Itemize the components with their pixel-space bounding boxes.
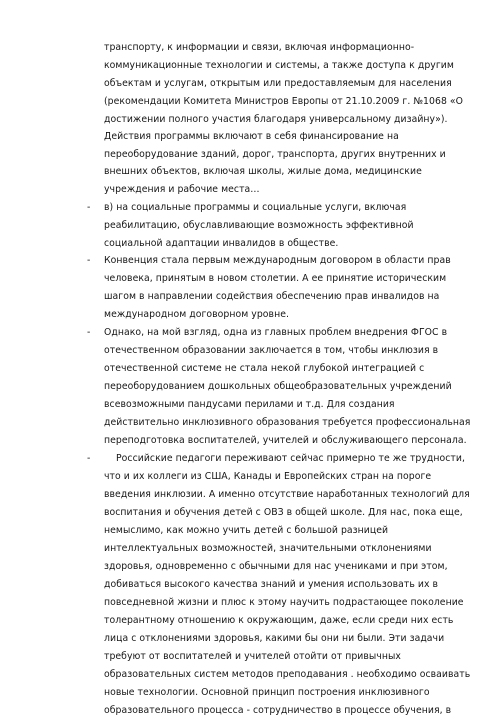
text-line: шагом в направлении содействия обеспечению прав инвалидов на — [104, 291, 440, 302]
text-line: повседневной жизни и плюс к этому научить подрастающее поколение — [104, 597, 464, 608]
text-line: международном договорном уровне. — [104, 309, 289, 320]
text-line: переоборудование зданий, дорог, транспорта, других внутренних и — [104, 149, 446, 160]
bullet-marker: - — [87, 453, 91, 464]
text-line: всевозможными пандусами перилами и т.д. Для создания — [104, 399, 395, 410]
text-line: транспорту, к информации и связи, включая информационно- — [104, 42, 415, 53]
text-line: образовательных систем методов преподавания . необходимо осваивать — [104, 669, 471, 680]
text-line: переоборудованием дошкольных общеобразовательных учреждений — [104, 381, 452, 392]
text-line: в) на социальные программы и социальные услуги, включая — [104, 202, 407, 213]
text-line: требуют от воспитателей и учителей отойти от привычных — [104, 651, 401, 662]
text-line: образовательного процесса - сотрудничество в процессе обучения, в — [104, 705, 452, 716]
bullet-marker: - — [87, 202, 91, 213]
text-line: немыслимо, как можно учить детей с большой разницей — [104, 525, 389, 536]
text-line: Конвенция стала первым международным договором в области прав — [104, 255, 451, 266]
text-line: здоровья, одновременно с обычными для нас учениками и при этом, — [104, 561, 448, 572]
text-line: (рекомендации Комитета Министров Европы от 21.10.2009 г. №1068 «О — [104, 96, 464, 107]
text-line: Однако, на мой взгляд, одна из главных проблем внедрения ФГОС в — [104, 327, 448, 338]
text-line: коммуникационные технологии и системы, а также доступа к другим — [104, 60, 454, 71]
text-line: Действия программы включают в себя финансирование на — [104, 131, 399, 142]
text-line: отечественной системе не стала некой глубокой интеграцией с — [104, 363, 425, 374]
text-line: воспитания и обучения детей с ОВЗ в общей школе. Для нас, пока еще, — [104, 507, 463, 518]
text-line: социальной адаптации инвалидов в обществе. — [104, 238, 339, 249]
bullet-marker: - — [87, 327, 91, 338]
text-line: интеллектуальных возможностей, значительными отклонениями — [104, 543, 432, 554]
text-line: внешних объектов, включая школы, жилые дома, медицинские — [104, 166, 422, 177]
text-line: толерантному отношению к окружающим, даже, если среди них есть — [104, 615, 454, 626]
text-line: Российские педагоги переживают сейчас примерно те же трудности, — [104, 453, 465, 464]
text-line: человека, принятым в новом столетии. А ее принятие историческим — [104, 273, 447, 284]
bullet-marker: - — [87, 255, 91, 266]
text-line: что и их коллеги из США, Канады и Европейских стран на пороге — [104, 471, 432, 482]
text-line: лица с отклонениями здоровья, какими бы они ни были. Эти задачи — [104, 633, 445, 644]
text-line: переподготовка воспитателей, учителей и обслуживающего персонала. — [104, 435, 467, 446]
text-line: добиваться высокого качества знаний и умения использовать их в — [104, 579, 439, 590]
text-line: введения инклюзии. А именно отсутствие наработанных технологий для — [104, 489, 470, 500]
text-line: достижении полного участия благодаря универсальному дизайну»). — [104, 114, 448, 125]
text-line: объектам и услугам, открытым или предоставляемым для населения — [104, 78, 452, 89]
text-line: учреждения и рабочие места… — [104, 184, 260, 195]
text-line: новые технологии. Основной принцип построения инклюзивного — [104, 687, 430, 698]
text-line: действительно инклюзивного образования требуется профессиональная — [104, 417, 471, 428]
text-line: реабилитацию, обуславливающие возможность эффективной — [104, 220, 414, 231]
text-line: отечественном образовании заключается в том, чтобы инклюзия в — [104, 345, 439, 356]
